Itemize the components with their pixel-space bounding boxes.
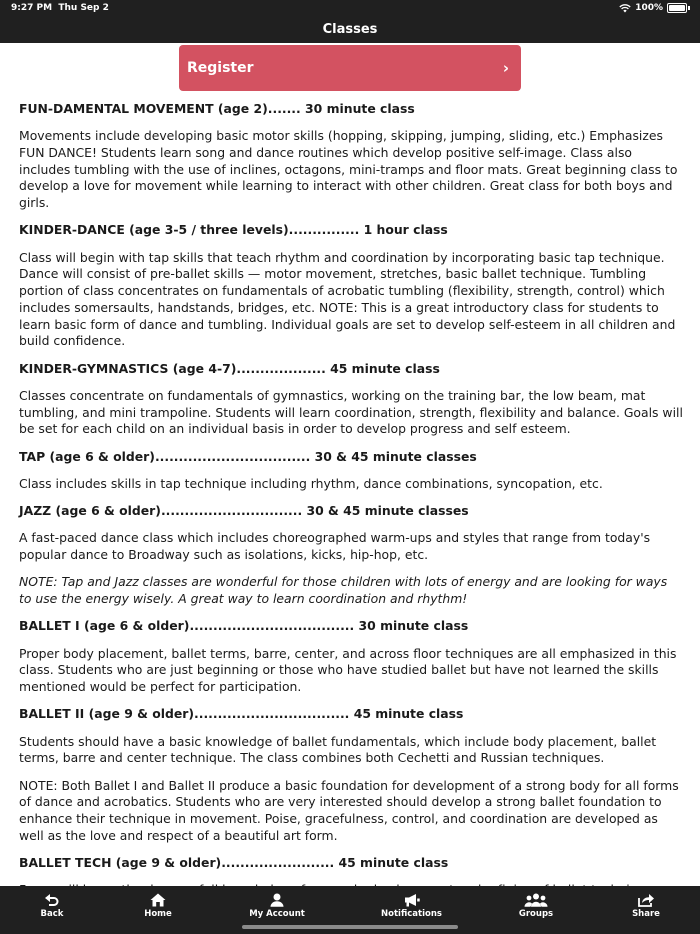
class-note: NOTE: Tap and Jazz classes are wonderful for those children with lots of energy and are looking for ways to use the energy wisely. A great way to learn coordination and rhythm! [19,574,668,607]
top-bar [0,0,700,43]
register-button[interactable] [179,45,521,91]
class-heading: FUN-DAMENTAL MOVEMENT (age 2)....... 30 minute class [19,101,415,116]
back-icon [44,893,60,907]
class-description: Class includes skills in tap technique including rhythm, dance combinations, syncopation, etc. [19,475,603,491]
tab-share[interactable] [616,893,676,919]
tab-my-account[interactable] [242,893,312,919]
status-right [619,3,690,13]
tab-my-account-label: My Account [249,909,305,919]
register-label: Register [187,60,254,76]
chevron-right-icon: › [502,59,509,77]
status-date: Thu Sep 2 [58,3,109,13]
class-description: A fast-paced dance class which includes choreographed warm-ups and styles that range from today's popular dance to Broadway such as isolations, kicks, hip-hop, etc. [19,530,651,563]
class-note: NOTE: Both Ballet I and Ballet II produce a basic foundation for development of a strong body for all forms of dance and acrobatics. Students who are very interested should develop a strong ballet foundation to enhance their technique in movement. Poise, gracefulness, control, and coordination are developed as well as the love and respect of a beautiful art form. [19,777,679,843]
wifi-icon [619,4,631,13]
groups-icon [524,893,548,907]
class-heading: KINDER-DANCE (age 3-5 / three levels)............... 1 hour class [19,222,448,238]
class-description: Classes concentrate on fundamentals of gymnastics, working on the training bar, the low beam, mat tumbling, and mini trampoline. Students will learn coordination, strength, flexibility and balance. Goals will be set for each child on an individual basis in order to develop progress and self esteem. [19,387,683,437]
megaphone-icon [403,893,421,907]
home-icon [150,893,166,907]
class-heading: BALLET TECH (age 9 & older)........................ 45 minute class [19,855,449,871]
tab-home-label: Home [144,909,172,919]
class-description: Movements include developing basic motor skills (hopping, skipping, jumping, sliding, etc.) Emphasizes FUN DANCE! Students learn song and dance routines which develop positive self-image. Class also includes tumbling with the use of inclines, octagons, mini-tramps and floor mats. Great beginning class to develop a love for movement while learning to interact with other children. Great class for both boys and girls. [19,128,678,211]
tab-back[interactable] [22,893,82,919]
tab-notifications-label: Notifications [381,909,442,919]
status-time [11,3,109,13]
tab-notifications[interactable] [374,893,449,919]
class-descriptions [19,101,683,926]
class-description: Proper body placement, ballet terms, barre, center, and across floor techniques are all emphasized in this class. Students who are just beginning or those who have studied ballet but have not learned the skills mentioned would be perfect for participation. [19,645,677,695]
battery-icon [667,3,687,13]
tab-back-label: Back [40,909,64,919]
class-description: Class will begin with tap skills that teach rhythm and coordination by incorporating basic tap technique. Dance will consist of pre-ballet skills — motor movement, stretches, basic ballet technique. Tumbling portion of class concentrates on fundamentals of acrobatic tumbling (flexibility, strength, control) which includes somersaults, handstands, bridges, etc. NOTE: This is a great introductory class for students to learn basic form of dance and tumbling. Individual goals are set to develop self-esteem in all children and build confidence. [19,249,676,349]
battery-percent: 100% [635,3,663,13]
class-heading: TAP (age 6 & older)................................. 30 & 45 minute classes [19,448,477,464]
share-icon [637,893,655,907]
class-description: Students should have a basic knowledge of ballet fundamentals, which include body placement, ballet terms, barre and center technique. The class combines both Cechetti and Russian techniques. [19,733,657,766]
user-icon [269,893,285,907]
home-indicator [242,925,458,929]
tab-home[interactable] [128,893,188,919]
status-time-text: 9:27 PM [11,3,53,13]
tab-groups[interactable] [506,893,566,919]
content-scroll[interactable] [0,43,700,886]
class-heading: BALLET I (age 6 & older)................................... 30 minute class [19,618,469,634]
class-heading: KINDER-GYMNASTICS (age 4-7)................... 45 minute class [19,360,440,376]
tab-share-label: Share [632,909,660,919]
tab-groups-label: Groups [518,909,554,919]
class-heading: JAZZ (age 6 & older).............................. 30 & 45 minute classes [19,503,469,519]
battery-tip [688,6,690,10]
class-heading: BALLET II (age 9 & older)................................. 45 minute class [19,706,464,722]
page-title: Classes [322,22,378,37]
